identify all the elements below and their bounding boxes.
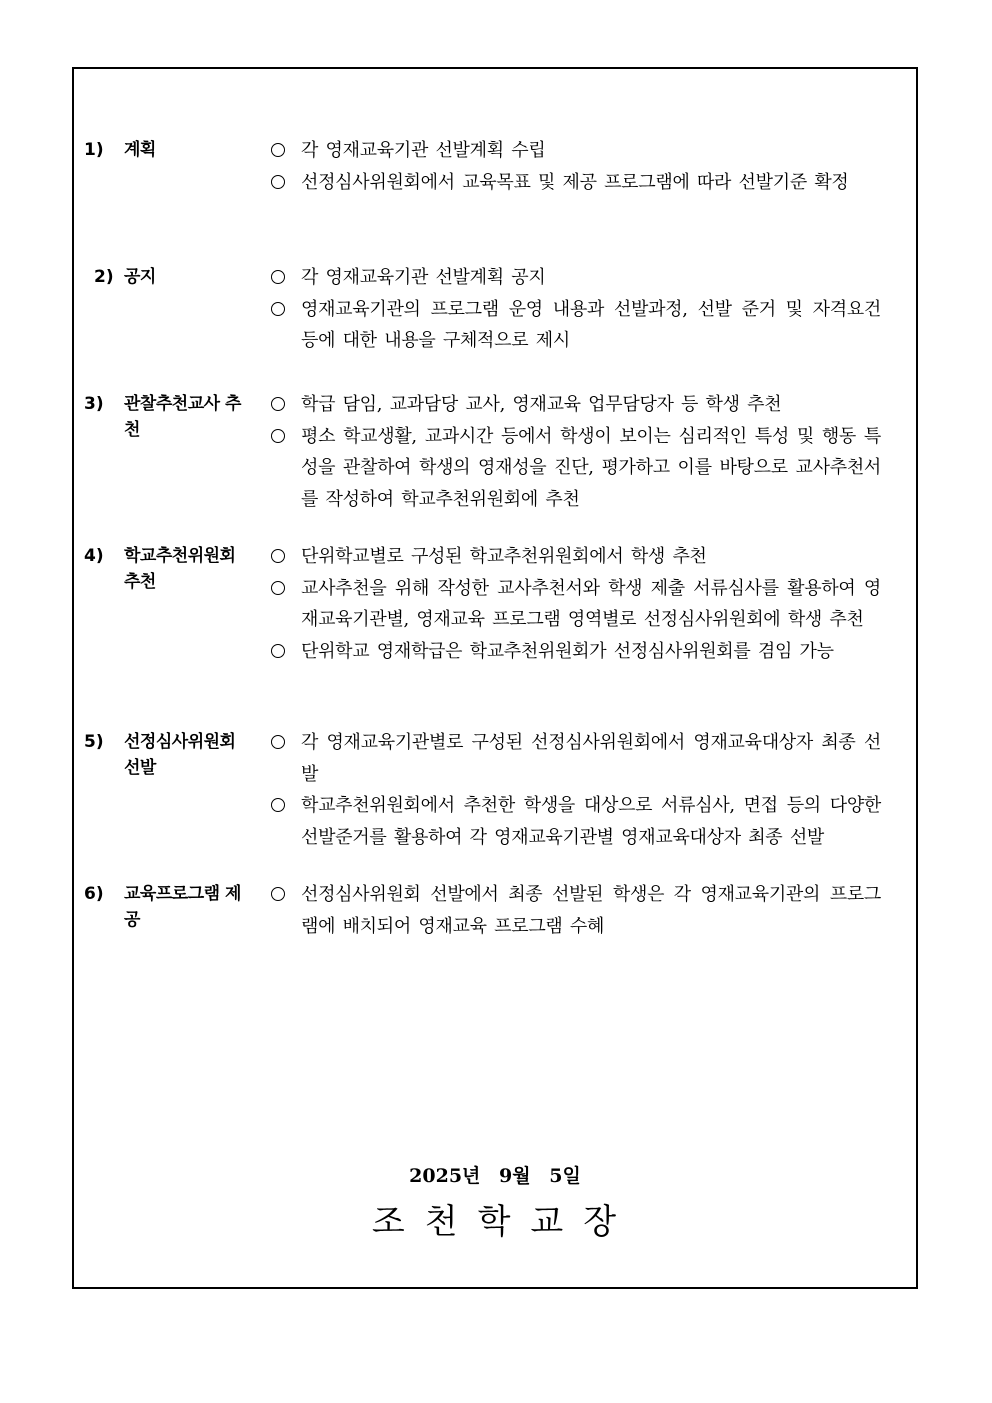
- issue-date: [74, 1161, 916, 1188]
- circle-bullet-icon: [271, 397, 285, 411]
- circle-bullet-icon: [271, 887, 285, 901]
- circle-bullet-icon: [271, 270, 285, 284]
- step-number: 2): [94, 267, 114, 287]
- date-year: 2025년: [409, 1165, 481, 1187]
- list-item: 단위학교별로 구성된 학교추천위원회에서 학생 추천: [271, 541, 881, 573]
- circle-bullet-icon: [271, 175, 285, 189]
- circle-bullet-icon: [271, 143, 285, 157]
- circle-bullet-icon: [271, 429, 285, 443]
- step-number: 4): [84, 546, 104, 566]
- circle-bullet-icon: [271, 644, 285, 658]
- date-month: 9월: [499, 1165, 531, 1187]
- circle-bullet-icon: [271, 549, 285, 563]
- list-item: 평소 학교생활, 교과시간 등에서 학생이 보이는 심리적인 특성 및 행동 특성을 관찰하여 학생의 영재성을 진단, 평가하고 이를 바탕으로 교사추천서를 작성하여 학교추천위원회에 추천: [271, 421, 881, 516]
- circle-bullet-icon: [271, 798, 285, 812]
- circle-bullet-icon: [271, 581, 285, 595]
- step-title: 선정심사위원회 선발: [124, 732, 236, 778]
- list-item: 학급 담임, 교과담당 교사, 영재교육 업무담당자 등 학생 추천: [271, 389, 881, 421]
- list-item: 각 영재교육기관별로 구성된 선정심사위원회에서 영재교육대상자 최종 선발: [271, 727, 881, 790]
- step-title: 관찰추천교사 추천: [124, 394, 241, 440]
- list-item: 선정심사위원회 선발에서 최종 선발된 학생은 각 영재교육기관의 프로그램에 배치되어 영재교육 프로그램 수혜: [271, 879, 881, 942]
- list-item: 학교추천위원회에서 추천한 학생을 대상으로 서류심사, 면접 등의 다양한 선발준거를 활용하여 각 영재교육기관별 영재교육대상자 최종 선발: [271, 790, 881, 853]
- list-item: 영재교육기관의 프로그램 운영 내용과 선발과정, 선발 준거 및 자격요건 등에 대한 내용을 구체적으로 제시: [271, 294, 881, 357]
- step-number: 6): [84, 884, 104, 904]
- list-item: 각 영재교육기관 선발계획 공지: [271, 262, 881, 294]
- date-day: 5일: [549, 1165, 581, 1187]
- step-title: 계획: [124, 140, 156, 160]
- step-title: 학교추천위원회 추천: [124, 546, 236, 592]
- step-title: 교육프로그램 제공: [124, 884, 241, 930]
- step-number: 5): [84, 732, 104, 752]
- list-item: 단위학교 영재학급은 학교추천위원회가 선정심사위원회를 겸임 가능: [271, 636, 881, 668]
- step-title: 공지: [124, 267, 156, 287]
- circle-bullet-icon: [271, 302, 285, 316]
- list-item: 교사추천을 위해 작성한 교사추천서와 학생 제출 서류심사를 활용하여 영재교육기관별, 영재교육 프로그램 영역별로 선정심사위원회에 학생 추천: [271, 573, 881, 636]
- step-number: 1): [84, 140, 104, 160]
- list-item: 선정심사위원회에서 교육목표 및 제공 프로그램에 따라 선발기준 확정: [271, 167, 881, 199]
- document-frame: [72, 67, 918, 1289]
- step-number: 3): [84, 394, 104, 414]
- list-item: 각 영재교육기관 선발계획 수립: [271, 135, 881, 167]
- circle-bullet-icon: [271, 735, 285, 749]
- signer-name: 조천학교장: [371, 1202, 637, 1242]
